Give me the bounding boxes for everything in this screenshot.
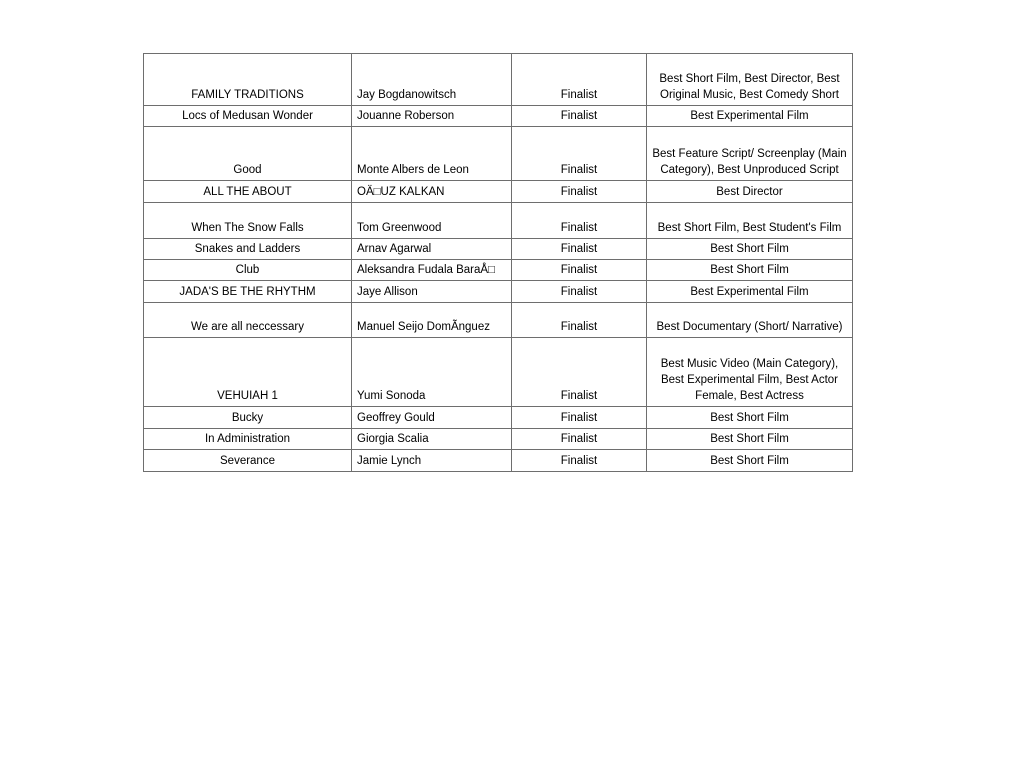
results-table (143, 53, 853, 472)
awards-cell: Best Experimental Film (647, 281, 853, 303)
film-title-cell: Club (144, 260, 352, 281)
table-row (144, 127, 853, 181)
awards-cell: Best Director (647, 181, 853, 203)
table-row (144, 450, 853, 472)
status-cell: Finalist (512, 407, 647, 429)
person-name-cell: Monte Albers de Leon (352, 127, 512, 181)
person-name-cell: Jaye Allison (352, 281, 512, 303)
awards-cell: Best Short Film (647, 260, 853, 281)
person-name-cell: Jamie Lynch (352, 450, 512, 472)
film-title-cell: In Administration (144, 429, 352, 450)
status-cell: Finalist (512, 239, 647, 260)
person-name-cell: OÄ□UZ KALKAN (352, 181, 512, 203)
table-row (144, 106, 853, 127)
table-row (144, 407, 853, 429)
awards-cell: Best Short Film, Best Director, Best Original Music, Best Comedy Short (647, 54, 853, 106)
status-cell: Finalist (512, 281, 647, 303)
person-name-cell: Jouanne Roberson (352, 106, 512, 127)
person-name-cell: Manuel Seijo DomÃnguez (352, 303, 512, 338)
person-name-cell: Giorgia Scalia (352, 429, 512, 450)
film-title-cell: FAMILY TRADITIONS (144, 54, 352, 106)
status-cell: Finalist (512, 303, 647, 338)
status-cell: Finalist (512, 181, 647, 203)
person-name-cell: Arnav Agarwal (352, 239, 512, 260)
awards-cell: Best Short Film (647, 407, 853, 429)
status-cell: Finalist (512, 203, 647, 239)
film-title-cell: Good (144, 127, 352, 181)
awards-cell: Best Short Film (647, 450, 853, 472)
person-name-cell: Jay Bogdanowitsch (352, 54, 512, 106)
awards-cell: Best Experimental Film (647, 106, 853, 127)
awards-cell: Best Short Film (647, 239, 853, 260)
awards-cell: Best Music Video (Main Category), Best Experimental Film, Best Actor Female, Best Actress (647, 338, 853, 407)
table-row (144, 260, 853, 281)
film-title-cell: When The Snow Falls (144, 203, 352, 239)
table-row (144, 303, 853, 338)
table-row (144, 429, 853, 450)
table-row (144, 203, 853, 239)
status-cell: Finalist (512, 429, 647, 450)
table-row (144, 54, 853, 106)
film-title-cell: ALL THE ABOUT (144, 181, 352, 203)
film-title-cell: Snakes and Ladders (144, 239, 352, 260)
table-row (144, 239, 853, 260)
status-cell: Finalist (512, 338, 647, 407)
status-cell: Finalist (512, 127, 647, 181)
person-name-cell: Tom Greenwood (352, 203, 512, 239)
person-name-cell: Yumi Sonoda (352, 338, 512, 407)
film-title-cell: Severance (144, 450, 352, 472)
awards-cell: Best Short Film, Best Student's Film (647, 203, 853, 239)
status-cell: Finalist (512, 450, 647, 472)
film-title-cell: JADA'S BE THE RHYTHM (144, 281, 352, 303)
person-name-cell: Geoffrey Gould (352, 407, 512, 429)
film-title-cell: We are all neccessary (144, 303, 352, 338)
table-row (144, 338, 853, 407)
awards-cell: Best Documentary (Short/ Narrative) (647, 303, 853, 338)
person-name-cell: Aleksandra Fudala BaraÅ□ (352, 260, 512, 281)
film-title-cell: Locs of Medusan Wonder (144, 106, 352, 127)
table-row (144, 181, 853, 203)
status-cell: Finalist (512, 260, 647, 281)
table-row (144, 281, 853, 303)
film-title-cell: VEHUIAH 1 (144, 338, 352, 407)
awards-cell: Best Short Film (647, 429, 853, 450)
awards-cell: Best Feature Script/ Screenplay (Main Category), Best Unproduced Script (647, 127, 853, 181)
status-cell: Finalist (512, 54, 647, 106)
film-title-cell: Bucky (144, 407, 352, 429)
status-cell: Finalist (512, 106, 647, 127)
